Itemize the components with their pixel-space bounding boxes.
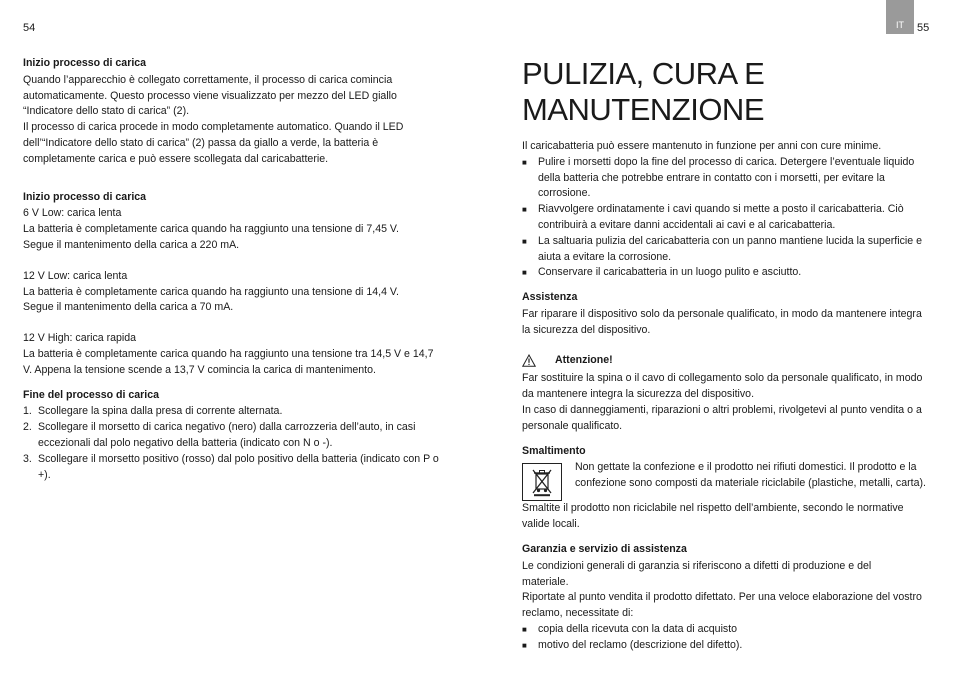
list-item — [522, 234, 932, 266]
steps-list — [23, 404, 441, 483]
paragraph: Far sostituire la spina o il cavo di collegamento solo da personale qualificato, in modo da mantenere integra la sicurezza del dispositivo. — [522, 372, 923, 401]
section-heading-disposal: Smaltimento — [522, 444, 586, 457]
step-text: Scollegare la spina dalla presa di corrente alternata. — [38, 405, 283, 418]
section-heading-charge-start-modes: Inizio processo di carica — [23, 190, 147, 203]
item-text: copia della ricevuta con la data di acquisto — [538, 622, 738, 635]
disposal-icon-text: Non gettate la confezione e il prodotto nei rifiuti domestici. Il prodotto e la confezione sono composti da materiale riciclabile (plastiche, metalli, carta). — [575, 461, 926, 490]
mode-text: La batteria è completamente carica quando ha raggiunto una tensione tra 14,5 V e 14,7 V. Appena la tensione scende a 13,7 V comincia la carica di mantenimento. — [23, 347, 434, 376]
list-item — [23, 452, 441, 484]
list-item — [23, 420, 441, 452]
step-number: 2. — [23, 421, 32, 434]
intro-text: Il caricabatteria può essere mantenuto in funzione per anni con cure minime. — [522, 140, 882, 152]
section-heading-charge-end: Fine del processo di carica — [23, 388, 160, 401]
left-column — [23, 56, 441, 483]
section-heading-attention: Attenzione! — [555, 353, 613, 366]
step-number: 1. — [23, 405, 32, 418]
mode-line: La batteria è completamente carica quando ha raggiunto una tensione di 7,45 V. — [23, 223, 399, 236]
bullet-icon: ■ — [522, 640, 527, 650]
bullet-icon: ■ — [522, 157, 527, 167]
bullet-icon: ■ — [522, 236, 527, 246]
paragraph: Far riparare il dispositivo solo da personale qualificato, in modo da mantenere integra la sicurezza del dispositivo. — [522, 307, 922, 336]
warranty-list — [522, 622, 932, 654]
page-number-left: 54 — [23, 22, 36, 34]
step-text: Scollegare il morsetto positivo (rosso) dal polo positivo della batteria (indicato con P o +). — [38, 452, 439, 481]
item-text: Riavvolgere ordinatamente i cavi quando si mette a posto il caricabatteria. Ciò contribuirà a evitare danni accidentali ai cavi e al caricabatteria. — [538, 203, 904, 231]
warning-triangle-icon — [522, 354, 536, 367]
step-text: Scollegare il morsetto di carica negativo (nero) dalla carrozzeria dell’auto, in casi eccezionali dal polo negativo della batteria (indicato con N o -). — [38, 421, 416, 449]
list-item — [23, 404, 441, 420]
right-column — [522, 56, 932, 654]
crossed-out-bin-icon — [522, 463, 562, 501]
list-item — [522, 265, 932, 281]
page-title: PULIZIA, CURA E MANUTENZIONE — [522, 56, 765, 127]
bullet-icon: ■ — [522, 205, 527, 215]
attention-heading-row — [522, 353, 932, 369]
section-heading-warranty: Garanzia e servizio di assistenza — [522, 542, 687, 555]
item-text: La saltuaria pulizia del caricabatteria con un panno mantiene lucida la superficie e aiuta a evitare la corrosione. — [538, 234, 922, 263]
paragraph: Quando l’apparecchio è collegato correttamente, il processo di carica comincia automaticamente. Questo processo viene visualizzato per mezzo del LED giallo “Indicatore dello stato di carica” (2). — [23, 73, 397, 118]
list-item — [522, 638, 932, 654]
mode-title: 6 V Low: carica lenta — [23, 207, 122, 220]
section-heading-assistance: Assistenza — [522, 291, 578, 304]
item-text: motivo del reclamo (descrizione del difetto). — [538, 638, 743, 651]
item-text: Pulire i morsetti dopo la fine del processo di carica. Detergere l’eventuale liquido della batteria che potrebbe entrare in contatto con i morsetti, per evitare la corrosione. — [538, 155, 915, 200]
paragraph: Il processo di carica procede in modo completamente automatico. Quando il LED dell’“Indicatore dello stato di carica” (2) passa da giallo a verde, la batteria è completamente carica e può essere scollegata dal caricabatterie. — [23, 121, 404, 165]
item-text: Conservare il caricabatteria in un luogo pulito e asciutto. — [538, 266, 802, 279]
section-heading-charge-start: Inizio processo di carica — [23, 57, 147, 69]
mode-line: La batteria è completamente carica quando ha raggiunto una tensione di 14,4 V. — [23, 285, 399, 298]
list-item — [522, 202, 932, 234]
mode-line: Segue il mantenimento della carica a 220 mA. — [23, 238, 240, 251]
mode-title: 12 V High: carica rapida — [23, 332, 137, 345]
paragraph: Smaltite il prodotto non riciclabile nel rispetto dell’ambiente, secondo le normative valide locali. — [522, 502, 904, 531]
mode-title: 12 V Low: carica lenta — [23, 269, 128, 282]
mode-line: Segue il mantenimento della carica a 70 mA. — [23, 301, 234, 314]
bullet-icon: ■ — [522, 624, 527, 634]
list-item — [522, 622, 932, 638]
list-item — [522, 155, 932, 202]
care-list — [522, 155, 932, 281]
page-number-right: 55 — [917, 22, 930, 34]
paragraph: In caso di danneggiamenti, riparazioni o altri problemi, rivolgetevi al punto vendita o a personale qualificato. — [522, 403, 922, 432]
paragraph: Le condizioni generali di garanzia si riferiscono a difetti di produzione e del materiale. — [522, 559, 872, 588]
bullet-icon: ■ — [522, 268, 527, 278]
language-tab: IT — [886, 0, 914, 34]
disposal-block — [522, 460, 932, 501]
step-number: 3. — [23, 452, 32, 465]
paragraph: Riportate al punto vendita il prodotto difettato. Per una veloce elaborazione del vostro reclamo, necessitate di: — [522, 591, 922, 620]
